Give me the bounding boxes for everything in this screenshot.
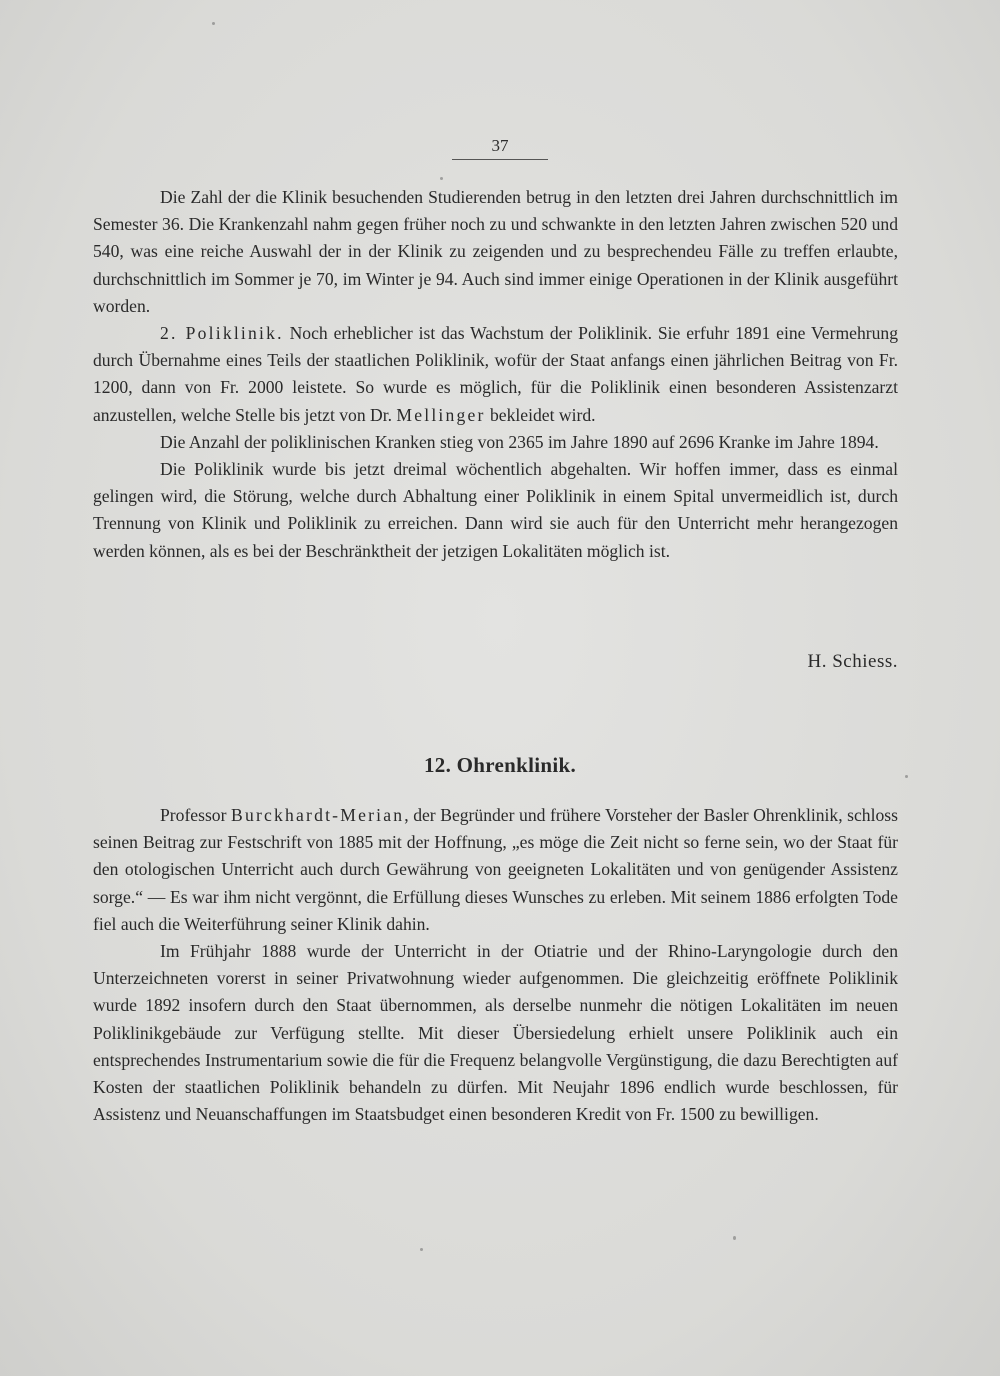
paper-speck — [212, 22, 215, 25]
poliklinik-text-b: bekleidet wird. — [485, 404, 596, 425]
author-signature: H. Schiess. — [807, 651, 898, 672]
ophthalmology-section-text — [93, 184, 898, 565]
poliklinik-label: 2. Poliklinik. — [160, 323, 284, 344]
name-burckhardt-merian: Burckhardt-Merian — [231, 805, 405, 825]
page-number: 37 — [452, 136, 548, 160]
paragraph-student-statistics: Die Zahl der die Klinik besuchenden Studierenden betrug in den letzten drei Jahren durchschnittlich im Semester 36. Die Krankenzahl nahm gegen früher noch zu und schwankte in den letzten Jahren zwischen 520 und 540, was eine reiche Auswahl der in der Klinik zu zeigenden und zu besprechendeu Fälle zu treffen erlaubte, durchschnittlich im Sommer je 70, im Winter je 94. Auch sind immer einige Operationen in der Klinik ausgeführt worden. — [93, 187, 898, 316]
paragraph-burckhardt-merian — [93, 802, 898, 938]
poliklinik-text-a: Noch erheblicher ist das Wachstum der Poliklinik. Sie erfuhr 1891 eine Vermehrung durch Übernahme eines Teils der staatlichen Poliklinik, wofür der Staat anfangs einen jährlichen Beitrag von Fr. 1200, dann von Fr. 2000 leistete. So wurde es möglich, für die Poliklinik einen besonderen Assistenzarzt anzustellen, welche Stelle bis jetzt von Dr. — [93, 323, 898, 425]
paragraph-weekly-schedule: Die Poliklinik wurde bis jetzt dreimal wöchentlich abgehalten. Wir hoffen immer, dass es einmal gelingen wird, die Störung, welche durch Abhaltung einer Poliklinik in einem Spital unvermeidlich ist, durch Trennung von Klinik und Poliklinik zu erreichen. Dann wird sie auch für den Unterricht mehr herangezogen werden können, als es bei der Beschränktheit der jetzigen Lokalitäten möglich ist. — [93, 459, 898, 561]
ear-clinic-section-text — [93, 802, 898, 1128]
section-heading: 12. Ohrenklinik. — [423, 753, 577, 777]
paragraph-instruction-1888: Im Frühjahr 1888 wurde der Unterricht in der Otiatrie und der Rhino-Laryngologie durch den Unterzeichneten vorerst in seiner Privatwohnung wieder aufgenommen. Die gleichzeitig eröffnete Poliklinik wurde 1892 insofern durch den Staat übernommen, als derselbe nunmehr die nötigen Lokalitäten im neuen Poliklinikgebäude zur Verfügung stellte. Mit dieser Übersiedelung erhielt unsere Poliklinik auch ein entsprechendes Instrumentarium sowie die für die Frequenz belangvolle Vergünstigung, die dazu Berechtigten auf Kosten der staatlichen Poliklinik behandeln zu dürfen. Mit Neujahr 1896 endlich wurde beschlossen, für Assistenz und Neuanschaffungen im Staatsbudget einen besonderen Kredit von Fr. 1500 zu bewilligen. — [93, 941, 898, 1125]
paragraph-patient-count: Die Anzahl der poliklinischen Kranken stieg von 2365 im Jahre 1890 auf 2696 Kranke im Jahre 1894. — [160, 431, 879, 452]
paper-speck — [733, 1236, 736, 1240]
burckhardt-text-b: , der Begründer und frühere Vorsteher der Basler Ohrenklinik, schloss seinen Beitrag zur Festschrift von 1885 mit der Hoffnung, „es möge die Zeit nicht so ferne sein, wo der Staat für den otologischen Unterricht auch durch Gewährung von geeigneten Lokalitäten und von genügender Assistenz sorge.“ — Es war ihm nicht vergönnt, die Erfüllung dieses Wunsches zu erleben. Mit seinem 1886 erfolgten Tode fiel auch die Weiterführung seiner Klinik dahin. — [93, 805, 898, 934]
burckhardt-text-a: Professor — [160, 805, 232, 825]
name-mellinger: Mellinger — [396, 404, 486, 425]
paragraph-poliklinik — [93, 320, 898, 429]
paper-speck — [440, 177, 443, 180]
paper-speck — [420, 1248, 423, 1251]
paper-speck — [905, 775, 908, 778]
